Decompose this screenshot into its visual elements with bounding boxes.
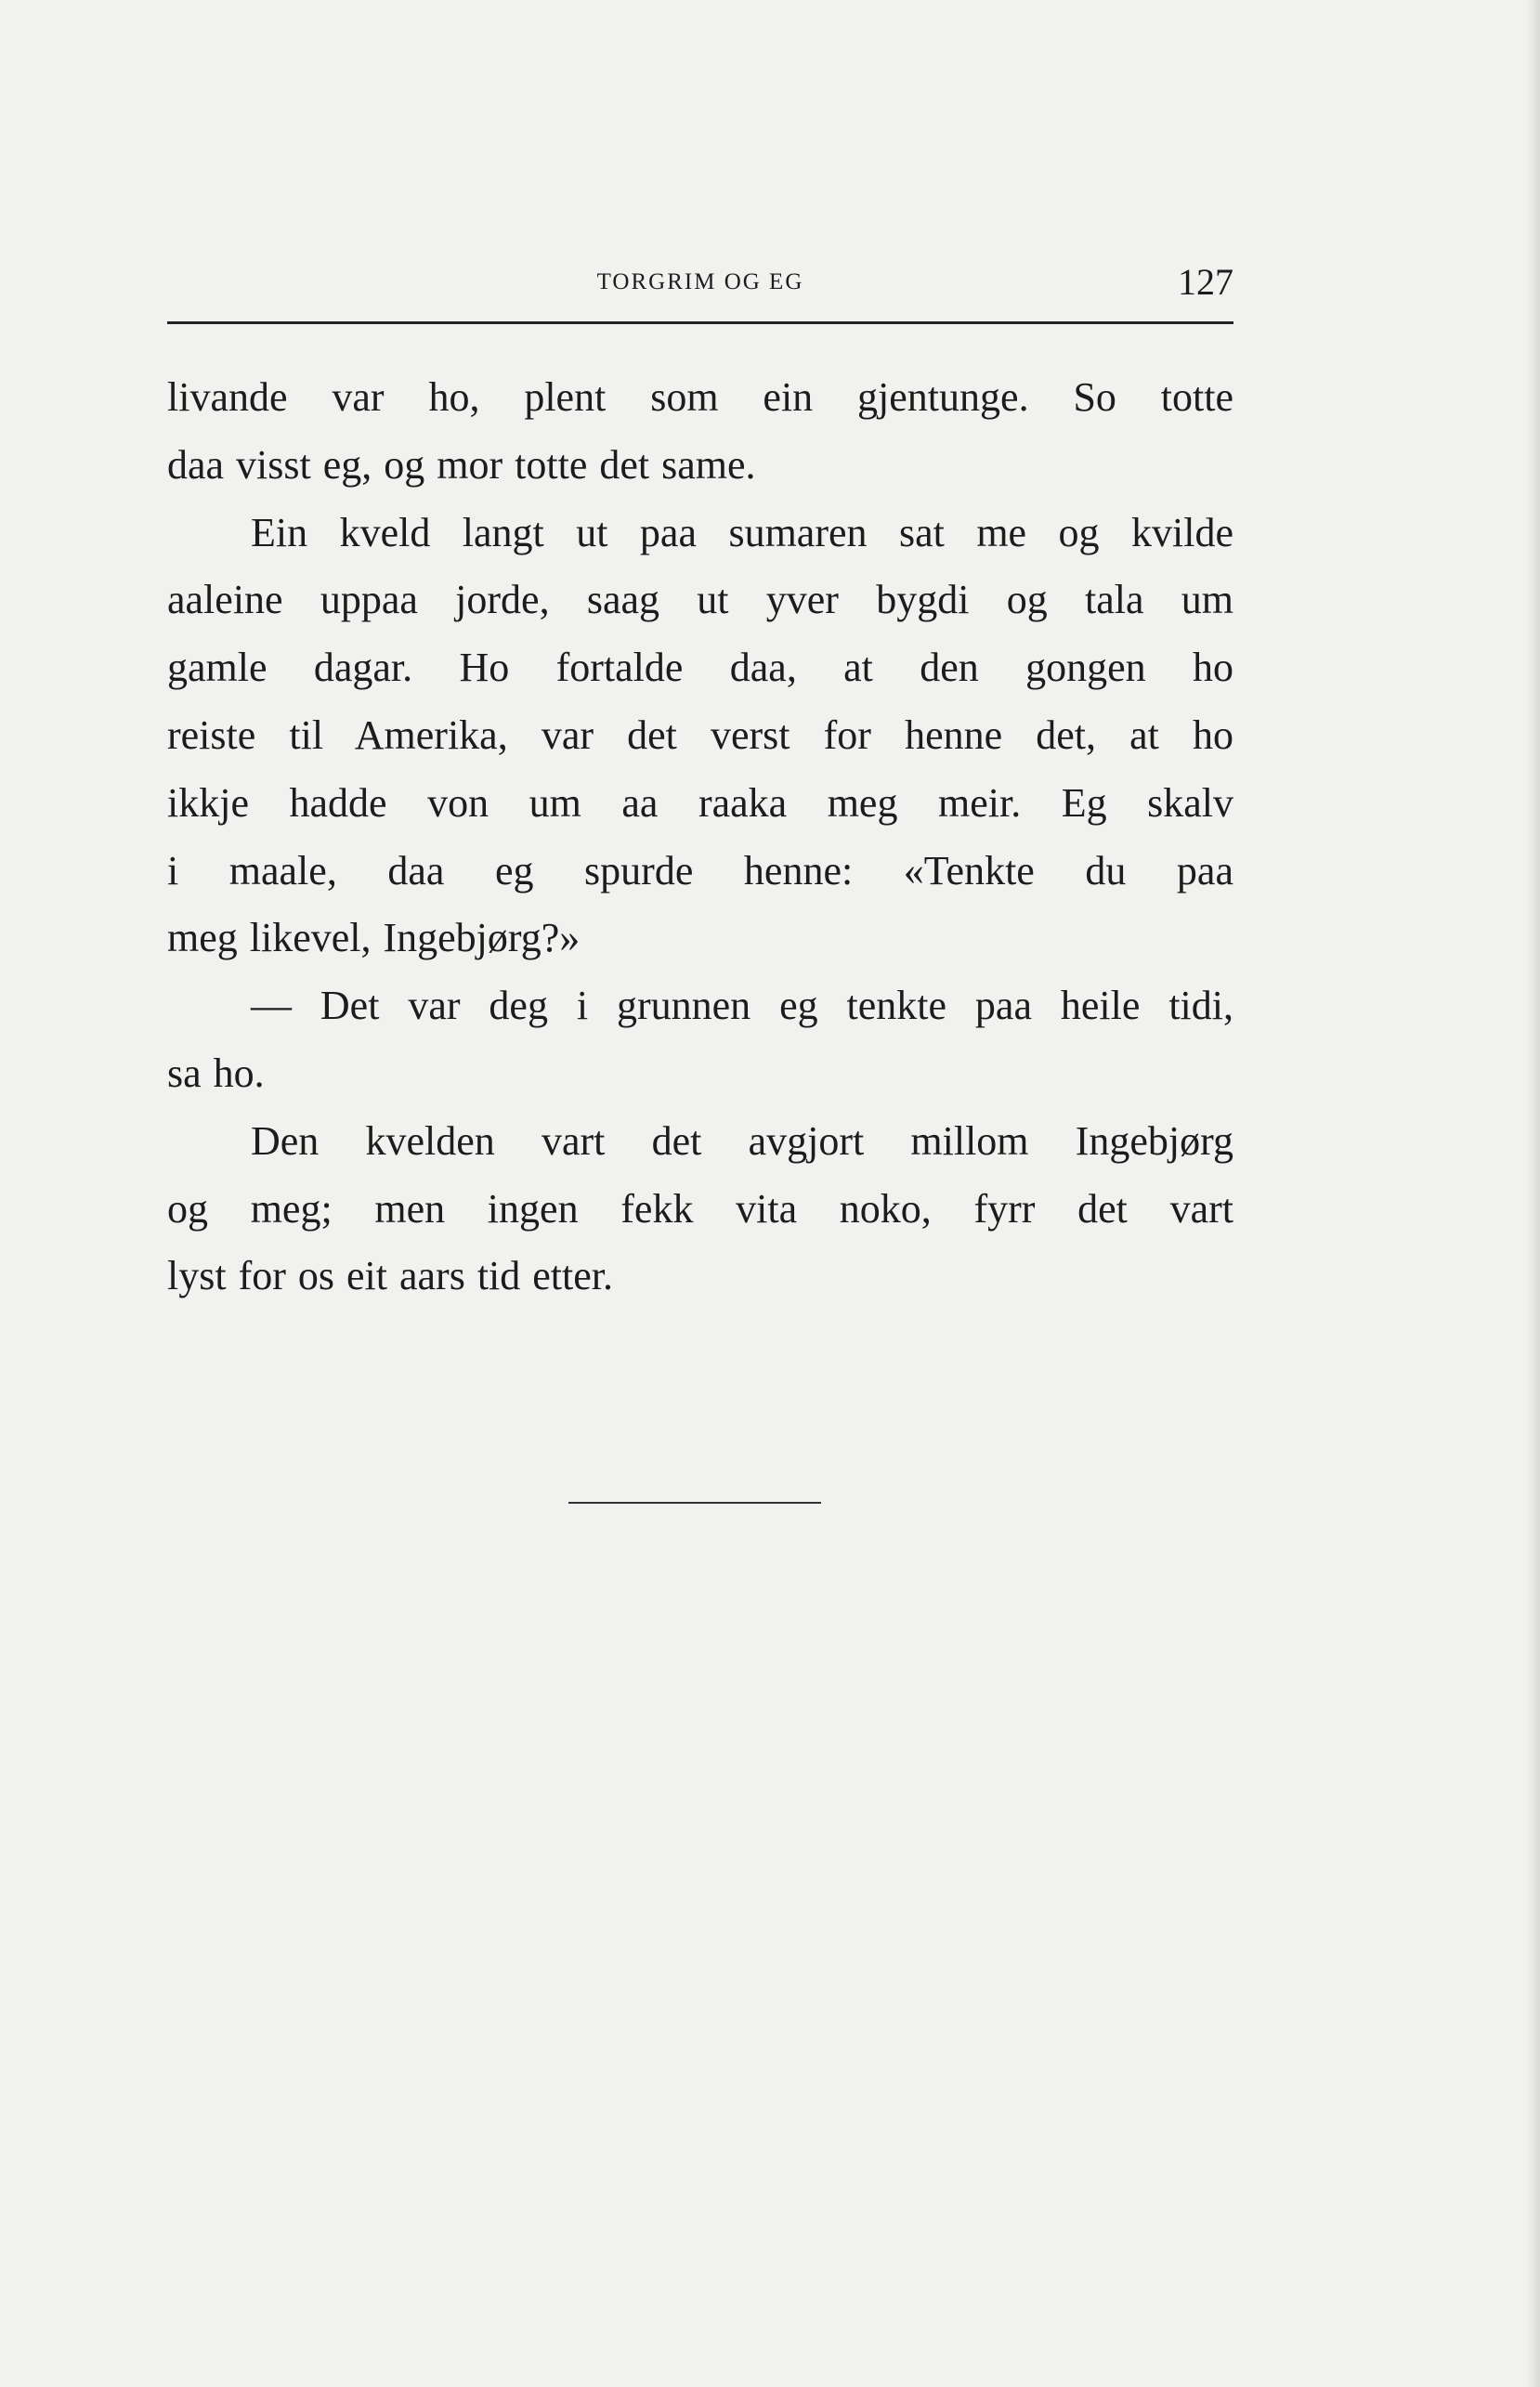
header-rule bbox=[167, 321, 1233, 324]
text-line: daa visst eg, og mor totte det same. bbox=[167, 441, 756, 488]
text-line: ikkje hadde von um aa raaka meg meir. Eg skalv bbox=[167, 779, 1233, 826]
page-edge-shadow bbox=[1527, 0, 1540, 2387]
text-line: livande var ho, plent som ein gjentunge. So totte bbox=[167, 374, 1233, 420]
text-line: aaleine uppaa jorde, saag ut yver bygdi og tala um bbox=[167, 577, 1233, 623]
text-line: Ein kveld langt ut paa sumaren sat me og kvilde bbox=[251, 509, 1233, 555]
text-line: lyst for os eit aars tid etter. bbox=[167, 1253, 613, 1299]
running-title: TORGRIM OG EG bbox=[596, 269, 804, 294]
section-end-rule bbox=[568, 1502, 821, 1504]
text-line: gamle dagar. Ho fortalde daa, at den gongen ho bbox=[167, 645, 1233, 691]
page-header bbox=[167, 260, 1233, 316]
text-line: og meg; men ingen fekk vita noko, fyrr det vart bbox=[167, 1185, 1233, 1232]
text-line: meg likevel, Ingebjørg?» bbox=[167, 915, 581, 961]
page-number: 127 bbox=[1178, 261, 1233, 303]
text-line: i maale, daa eg spurde henne: «Tenkte du paa bbox=[167, 847, 1233, 893]
text-line: sa ho. bbox=[167, 1050, 265, 1096]
text-line: — Det var deg i grunnen eg tenkte paa heile tidi, bbox=[251, 983, 1233, 1029]
text-line: reiste til Amerika, var det verst for henne det, at ho bbox=[167, 711, 1233, 758]
text-line: Den kvelden vart det avgjort millom Ingebjørg bbox=[251, 1117, 1233, 1164]
body-text bbox=[167, 364, 1233, 1311]
